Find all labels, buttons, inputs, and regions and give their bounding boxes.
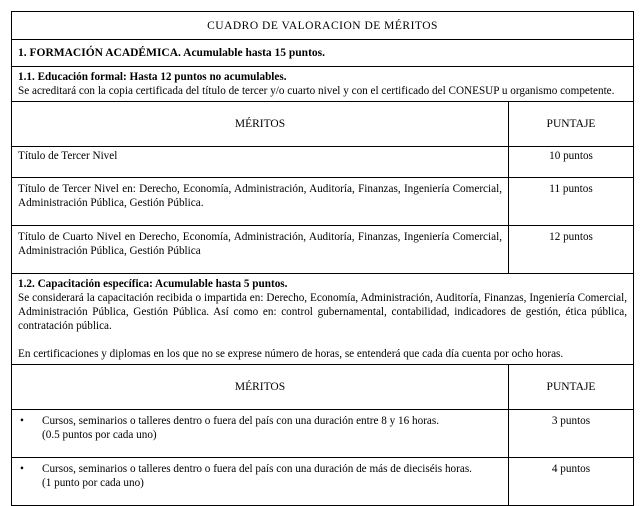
section1-row [12, 40, 634, 67]
table-row [12, 226, 634, 274]
merito-cell [12, 410, 509, 458]
merito-detail: (0.5 puntos por cada uno) [42, 429, 157, 441]
section12-row [12, 274, 634, 365]
merit-table [11, 11, 634, 506]
section12-header-row [12, 365, 634, 410]
puntaje-cell: 3 puntos [509, 410, 634, 458]
col-meritos-header: MÉRITOS [12, 102, 509, 147]
puntaje-cell: 12 puntos [509, 226, 634, 274]
puntaje-cell: 10 puntos [509, 147, 634, 178]
merito-cell: Título de Tercer Nivel en: Derecho, Economía, Administración, Auditoría, Finanzas, Ingeniería Comercial, Administración Pública, Gestión Pública. [12, 178, 509, 226]
merito-cell [12, 458, 509, 506]
table-row [12, 410, 634, 458]
table-row [12, 458, 634, 506]
section11-heading: 1.1. Educación formal: Hasta 12 puntos no acumulables. [18, 71, 287, 83]
merito-text: Cursos, seminarios o talleres dentro o fuera del país con una duración entre 8 y 16 horas. [42, 415, 440, 427]
col-puntaje-header: PUNTAJE [509, 365, 634, 410]
merito-cell: Título de Cuarto Nivel en Derecho, Economía, Administración, Auditoría, Finanzas, Ingeniería Comercial, Administración Pública, Gestión Pública [12, 226, 509, 274]
puntaje-cell: 4 puntos [509, 458, 634, 506]
puntaje-cell: 11 puntos [509, 178, 634, 226]
section11-header-row [12, 102, 634, 147]
table-title: CUADRO DE VALORACION DE MÉRITOS [12, 12, 634, 40]
title-row [12, 12, 634, 40]
section11-description: Se acreditará con la copia certificada del título de tercer y/o cuarto nivel y con el certificado del CONESUP u organismo competente. [18, 85, 615, 97]
section11-row [12, 67, 634, 102]
section11-block [12, 67, 634, 102]
bullet-icon: • [20, 415, 24, 427]
col-meritos-header: MÉRITOS [12, 365, 509, 410]
section12-block [12, 274, 634, 365]
col-puntaje-header: PUNTAJE [509, 102, 634, 147]
merito-cell: Título de Tercer Nivel [12, 147, 509, 178]
merito-detail: (1 punto por cada uno) [42, 477, 144, 489]
bullet-icon: • [20, 463, 24, 475]
spacer [18, 333, 627, 347]
table-row [12, 147, 634, 178]
section12-heading: 1.2. Capacitación específica: Acumulable hasta 5 puntos. [18, 278, 288, 290]
table-row [12, 178, 634, 226]
section12-description: Se considerará la capacitación recibida o impartida en: Derecho, Economía, Administración, Auditoría, Finanzas, Ingeniería Comercial, Administración Pública, Gestión Pública. Así como en: control gubernamental, contabilidad, indicadores de gestión, ética pública, contratación pública. [18, 292, 628, 332]
merito-text: Cursos, seminarios o talleres dentro o fuera del país con una duración de más de dieciséis horas. [42, 463, 472, 475]
section12-note: En certificaciones y diplomas en los que no se exprese número de horas, se entenderá que cada día cuenta por ocho horas. [18, 348, 564, 360]
section1-heading: 1. FORMACIÓN ACADÉMICA. Acumulable hasta 15 puntos. [12, 40, 634, 67]
merit-evaluation-document [11, 11, 633, 506]
